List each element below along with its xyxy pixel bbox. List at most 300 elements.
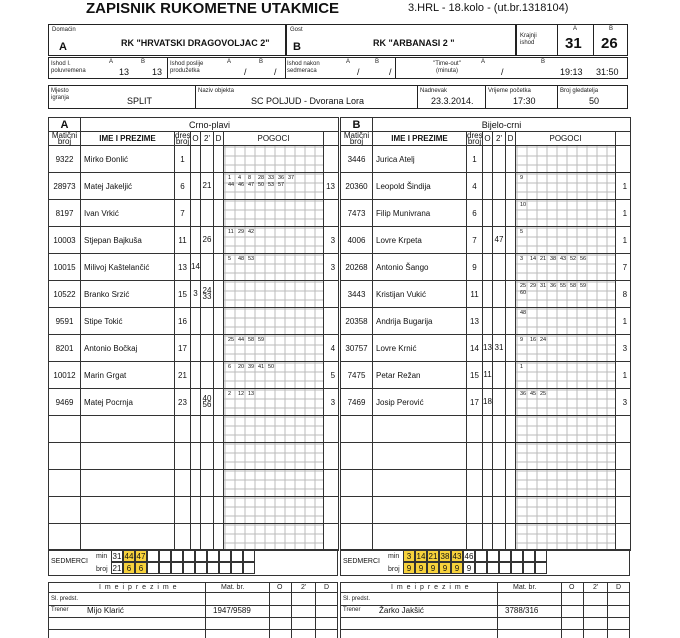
- goal-minute: 38: [550, 256, 557, 262]
- sedmerci-cell: [183, 562, 195, 574]
- pen-score-b: /: [389, 67, 392, 77]
- team-b-player-row: [341, 281, 631, 308]
- team-b-section: [340, 117, 630, 551]
- team-a-player-row: [49, 524, 339, 551]
- player-goals: [224, 470, 324, 497]
- sedmerci-cell: [195, 550, 207, 562]
- player-number: 13: [467, 308, 483, 335]
- sedmerci-cell: [535, 562, 547, 574]
- player-suspension: [201, 524, 214, 551]
- player-goals: [516, 281, 616, 308]
- player-goal-total: [616, 470, 631, 497]
- goal-minute: 46: [238, 181, 245, 188]
- goal-minute: 4: [238, 175, 242, 181]
- player-mb: [341, 443, 373, 470]
- player-disqual: [214, 443, 224, 470]
- sedmerci-cell: [219, 550, 231, 562]
- player-name: Branko Srzić: [81, 281, 175, 308]
- team-a-player-row: [49, 227, 339, 254]
- player-number: [467, 497, 483, 524]
- player-warning: [483, 497, 493, 524]
- team-a-min-label: min: [96, 553, 108, 560]
- team-a-trener-name: Mijo Klarić: [87, 606, 124, 615]
- player-mb: [49, 443, 81, 470]
- team-a-officials-two: 2': [301, 584, 307, 591]
- sedmerci-cell: [523, 562, 535, 574]
- player-goal-total: [324, 524, 339, 551]
- team-b-col-name: IME I PREZIME: [373, 132, 467, 146]
- player-goal-total: 1: [616, 227, 631, 254]
- team-a-predst-label: Sl. predst.: [51, 596, 79, 602]
- player-goals: [224, 146, 324, 173]
- sedmerci-cell: [535, 550, 547, 562]
- sedmerci-cell: [183, 550, 195, 562]
- sedmerci-cell: [487, 562, 499, 574]
- player-goals: [224, 497, 324, 524]
- goal-minute: 58: [248, 337, 255, 343]
- player-goal-total: 8: [616, 281, 631, 308]
- sedmerci-cell: [231, 562, 243, 574]
- team-a-col-dres: dres broj: [175, 130, 191, 146]
- player-mb: 28973: [49, 173, 81, 200]
- sedmerci-cell: [159, 550, 171, 562]
- home-label: Domaćin: [52, 27, 76, 33]
- goal-minute: 5: [520, 229, 524, 235]
- team-b-officials-o: O: [569, 584, 575, 591]
- player-goal-total: [324, 308, 339, 335]
- player-suspension: [493, 281, 506, 308]
- player-suspension: 26: [201, 227, 214, 254]
- player-goal-total: 4: [324, 335, 339, 362]
- team-a-col-mb: Matični broj: [49, 132, 81, 146]
- goal-minute: 12: [238, 391, 245, 397]
- player-name: Antonio Bočkaj: [81, 335, 175, 362]
- player-goals: [224, 389, 324, 416]
- player-mb: [341, 524, 373, 551]
- player-number: [175, 524, 191, 551]
- player-mb: 8197: [49, 200, 81, 227]
- goal-minute: 43: [560, 256, 567, 262]
- team-b-player-row: [341, 227, 631, 254]
- sedmerci-cell: 6: [123, 562, 135, 574]
- player-suspension: [201, 497, 214, 524]
- player-name: Mirko Đonlić: [81, 146, 175, 173]
- player-disqual: [214, 281, 224, 308]
- half-col-b: B: [141, 59, 146, 65]
- sedmerci-cell: [231, 550, 243, 562]
- player-warning: [483, 308, 493, 335]
- player-number: [467, 470, 483, 497]
- sedmerci-cell: 43: [452, 552, 462, 561]
- player-mb: 10522: [49, 281, 81, 308]
- goal-minute: 25: [228, 337, 235, 343]
- player-name: Ivan Vrkić: [81, 200, 175, 227]
- player-suspension: [201, 362, 214, 389]
- player-goals: [516, 443, 616, 470]
- venue-value: SC POLJUD - Dvorana Lora: [251, 96, 365, 106]
- player-suspension: [493, 362, 506, 389]
- player-name: [373, 470, 467, 497]
- player-name: [373, 416, 467, 443]
- player-name: [373, 524, 467, 551]
- goal-minute: 9: [520, 337, 524, 343]
- sedmerci-cell: [159, 562, 171, 574]
- player-number: [175, 416, 191, 443]
- home-team-box: [48, 24, 286, 56]
- player-name: Leopold Šindija: [373, 173, 467, 200]
- player-goal-total: 3: [616, 335, 631, 362]
- sedmerci-cell: [207, 562, 219, 574]
- goal-minute: 29: [238, 229, 245, 235]
- sedmerci-cell: [523, 550, 535, 562]
- player-warning: [483, 524, 493, 551]
- player-mb: 9591: [49, 308, 81, 335]
- team-a-trener-label: Trener: [51, 607, 69, 613]
- player-suspension: [493, 200, 506, 227]
- player-suspension: [493, 308, 506, 335]
- spectators-value: 50: [589, 96, 600, 106]
- player-warning: [191, 470, 201, 497]
- player-suspension: [201, 443, 214, 470]
- team-a-player-row: [49, 254, 339, 281]
- player-number: [175, 443, 191, 470]
- ext-col-a: A: [227, 59, 232, 65]
- player-disqual: [214, 254, 224, 281]
- half-score-a: 13: [119, 67, 130, 77]
- place-value: SPLIT: [127, 96, 153, 106]
- player-goal-total: [324, 497, 339, 524]
- player-suspension: 21: [201, 173, 214, 200]
- player-name: Andrija Bugarija: [373, 308, 467, 335]
- player-mb: [49, 470, 81, 497]
- player-number: 15: [175, 281, 191, 308]
- player-goals: [516, 335, 616, 362]
- team-b-min-label: min: [388, 553, 400, 560]
- player-goal-total: [324, 146, 339, 173]
- sedmerci-cell: 9: [451, 562, 463, 574]
- player-goals: [516, 308, 616, 335]
- player-mb: [49, 416, 81, 443]
- team-a-color: Crno-plavi: [81, 118, 339, 132]
- place-label: Mjesto igranja: [51, 88, 70, 101]
- player-number: 1: [467, 146, 483, 173]
- goal-minute: 48: [520, 310, 527, 316]
- goal-minute: 9: [520, 175, 524, 181]
- player-warning: 14: [191, 254, 201, 281]
- team-a-letter: A: [49, 118, 81, 132]
- team-b-predst-label: Sl. predst.: [343, 596, 371, 602]
- final-col-b: B: [609, 26, 614, 32]
- player-mb: [341, 416, 373, 443]
- player-warning: [191, 443, 201, 470]
- player-goal-total: [324, 416, 339, 443]
- player-goal-total: 3: [616, 389, 631, 416]
- sedmerci-cell: 6: [135, 562, 147, 574]
- goal-minute: 45: [530, 391, 537, 397]
- team-b-officials-ime: I m e i p r e z i m e: [391, 584, 470, 591]
- player-mb: 9322: [49, 146, 81, 173]
- player-suspension: [493, 524, 506, 551]
- player-number: 17: [175, 335, 191, 362]
- player-warning: [483, 281, 493, 308]
- sedmerci-cell: [243, 550, 255, 562]
- player-disqual: [506, 416, 516, 443]
- team-a-officials-mat: Mat. br.: [221, 584, 245, 591]
- venue-label: Naziv objekta: [198, 88, 235, 94]
- date-value: 23.3.2014.: [431, 96, 474, 106]
- player-warning: [191, 227, 201, 254]
- player-warning: [191, 335, 201, 362]
- player-goal-total: 3: [324, 227, 339, 254]
- goal-minute: 6: [228, 364, 232, 370]
- team-b-col-two: 2': [493, 132, 506, 146]
- goal-minute: 59: [580, 283, 587, 289]
- goal-minute: 44: [238, 337, 245, 343]
- player-suspension: [201, 470, 214, 497]
- goal-minute: 25: [520, 283, 527, 289]
- player-mb: 8201: [49, 335, 81, 362]
- sedmerci-cell: 9: [427, 562, 439, 574]
- player-name: [81, 443, 175, 470]
- player-name: Lovre Krnić: [373, 335, 467, 362]
- home-team-name: RK "HRVATSKI DRAGOVOLJAC 2": [121, 38, 270, 48]
- final-score-a: 31: [565, 35, 582, 52]
- goal-minutes: [520, 229, 530, 236]
- team-b-player-row: [341, 173, 631, 200]
- player-suspension: [493, 389, 506, 416]
- sedmerci-cell: [475, 550, 487, 562]
- goal-minute: 16: [530, 337, 537, 343]
- player-suspension: [201, 146, 214, 173]
- pen-col-b: B: [375, 59, 380, 65]
- goal-minute: 42: [248, 229, 255, 235]
- timeout-col-a: A: [481, 59, 486, 65]
- goal-minute: 25: [540, 391, 547, 397]
- team-b-player-row: [341, 335, 631, 362]
- player-goals: [224, 335, 324, 362]
- sedmerci-cell: [147, 550, 159, 562]
- goal-minute: 50: [268, 364, 275, 370]
- home-letter: A: [59, 41, 67, 53]
- player-mb: 20268: [341, 254, 373, 281]
- document-title: ZAPISNIK RUKOMETNE UTAKMICE: [86, 0, 340, 17]
- team-a-sedmerci-label: SEDMERCI: [51, 558, 88, 565]
- player-mb: [49, 524, 81, 551]
- team-b-player-row: [341, 200, 631, 227]
- goal-minute: 36: [520, 391, 527, 397]
- player-name: Jurica Atelj: [373, 146, 467, 173]
- guest-letter: B: [293, 41, 301, 53]
- player-goals: [224, 416, 324, 443]
- team-b-trener-name: Žarko Jakšić: [379, 606, 424, 615]
- player-suspension: [493, 254, 506, 281]
- team-b-officials: [340, 582, 630, 638]
- player-goal-total: 13: [324, 173, 339, 200]
- final-label: Krajnji ishod: [520, 33, 537, 46]
- sedmerci-cell: 9: [403, 562, 415, 574]
- guest-label: Gost: [290, 27, 303, 33]
- player-warning: [191, 416, 201, 443]
- player-suspension: [201, 308, 214, 335]
- goal-minute: 3: [520, 256, 524, 262]
- player-disqual: [506, 362, 516, 389]
- player-name: Stipe Tokić: [81, 308, 175, 335]
- goal-minute: 53: [248, 256, 255, 262]
- goal-minute: 31: [540, 283, 547, 289]
- player-disqual: [214, 146, 224, 173]
- team-a-section: [48, 117, 338, 551]
- player-suspension: [493, 173, 506, 200]
- player-name: Kristijan Vukić: [373, 281, 467, 308]
- goal-minutes: [228, 391, 258, 398]
- goal-minute: 1: [228, 175, 232, 181]
- player-mb: [341, 470, 373, 497]
- player-name: [373, 497, 467, 524]
- team-a-col-two: 2': [201, 132, 214, 146]
- team-b-player-row: [341, 470, 631, 497]
- goal-minutes: [228, 337, 268, 344]
- sedmerci-cell: 14: [416, 552, 426, 561]
- player-goal-total: [616, 497, 631, 524]
- goal-minute: 57: [278, 181, 285, 188]
- player-suspension: 47: [493, 227, 506, 254]
- player-name: [81, 470, 175, 497]
- player-goals: [516, 146, 616, 173]
- player-mb: 10012: [49, 362, 81, 389]
- player-mb: 10003: [49, 227, 81, 254]
- player-warning: [191, 362, 201, 389]
- player-goals: [516, 362, 616, 389]
- team-b-player-row: [341, 524, 631, 551]
- player-mb: 10015: [49, 254, 81, 281]
- player-name: Matej Pocrnja: [81, 389, 175, 416]
- date-label: Nadnevak: [420, 88, 448, 94]
- player-mb: 7475: [341, 362, 373, 389]
- team-b-col-o: O: [483, 132, 493, 146]
- team-a-broj-label: broj: [96, 566, 108, 573]
- goal-minutes: [228, 175, 298, 188]
- goal-minute: 41: [258, 364, 265, 370]
- team-a-col-total: [324, 132, 339, 146]
- player-warning: [191, 497, 201, 524]
- team-a-officials: [48, 582, 338, 638]
- team-a-table: [48, 117, 339, 551]
- player-warning: [191, 389, 201, 416]
- player-disqual: [214, 416, 224, 443]
- player-name: Josip Perović: [373, 389, 467, 416]
- player-goals: [224, 254, 324, 281]
- player-goal-total: [616, 416, 631, 443]
- goal-minutes: [228, 364, 278, 371]
- player-name: Milivoj Kaštelančić: [81, 254, 175, 281]
- player-goal-total: [616, 146, 631, 173]
- player-goal-total: [324, 281, 339, 308]
- player-number: 7: [175, 200, 191, 227]
- sedmerci-cell: 44: [124, 552, 134, 561]
- ext-col-b: B: [259, 59, 264, 65]
- ext-score-b: /: [274, 67, 277, 77]
- team-b-player-row: [341, 308, 631, 335]
- player-name: [81, 416, 175, 443]
- player-warning: [483, 254, 493, 281]
- player-disqual: [506, 470, 516, 497]
- player-mb: 7473: [341, 200, 373, 227]
- player-goals: [516, 497, 616, 524]
- team-a-officials-ime: I m e i p r e z i m e: [99, 584, 178, 591]
- sedmerci-cell: 3: [403, 550, 415, 562]
- player-mb: 4006: [341, 227, 373, 254]
- player-disqual: [214, 524, 224, 551]
- team-b-player-row: [341, 362, 631, 389]
- player-mb: 20358: [341, 308, 373, 335]
- player-mb: 30757: [341, 335, 373, 362]
- player-number: 14: [467, 335, 483, 362]
- final-score-box: [516, 24, 628, 56]
- goal-minute: 36: [278, 175, 285, 181]
- player-disqual: [506, 308, 516, 335]
- sedmerci-cell: [195, 562, 207, 574]
- team-b-player-row: [341, 416, 631, 443]
- sedmerci-cell: [219, 562, 231, 574]
- player-number: [467, 524, 483, 551]
- player-warning: [483, 227, 493, 254]
- player-goals: [516, 227, 616, 254]
- player-disqual: [214, 470, 224, 497]
- player-number: 9: [467, 254, 483, 281]
- player-disqual: [506, 227, 516, 254]
- goal-minutes: [520, 175, 530, 182]
- timeout-col-b: B: [541, 59, 546, 65]
- pen-score-a: /: [357, 67, 360, 77]
- team-b-player-row: [341, 254, 631, 281]
- pen-label: Ishod nakon sedmeraca: [287, 61, 320, 74]
- team-b-color: Bijelo-crni: [373, 118, 631, 132]
- goal-minute: 52: [570, 256, 577, 262]
- player-disqual: [506, 497, 516, 524]
- player-warning: [191, 173, 201, 200]
- player-goals: [224, 227, 324, 254]
- player-warning: [483, 146, 493, 173]
- player-warning: [483, 443, 493, 470]
- player-warning: [483, 173, 493, 200]
- sedmerci-cell: [147, 562, 159, 574]
- player-number: 7: [467, 227, 483, 254]
- player-warning: [191, 200, 201, 227]
- goal-minute: 59: [258, 337, 265, 343]
- half-score-b: 13: [152, 67, 163, 77]
- goal-minutes: [520, 337, 550, 344]
- player-goal-total: 3: [324, 389, 339, 416]
- player-goals: [224, 308, 324, 335]
- team-a-player-row: [49, 308, 339, 335]
- team-a-player-row: [49, 497, 339, 524]
- player-name: Lovre Krpeta: [373, 227, 467, 254]
- timeout-b1: 19:13: [560, 67, 583, 77]
- time-value: 17:30: [513, 96, 536, 106]
- team-a-trener-mb: 1947/9589: [213, 606, 251, 615]
- goal-minute: 48: [238, 256, 245, 262]
- player-disqual: [214, 335, 224, 362]
- team-a-player-row: [49, 146, 339, 173]
- team-b-broj-label: broj: [388, 566, 400, 573]
- team-b-officials-mat: Mat. br.: [513, 584, 537, 591]
- goal-minute: 8: [248, 175, 252, 181]
- team-b-sedmerci: [340, 549, 630, 576]
- venue-row: [48, 85, 628, 109]
- sedmerci-cell: [511, 550, 523, 562]
- player-name: [81, 497, 175, 524]
- goal-minute: 14: [530, 256, 537, 262]
